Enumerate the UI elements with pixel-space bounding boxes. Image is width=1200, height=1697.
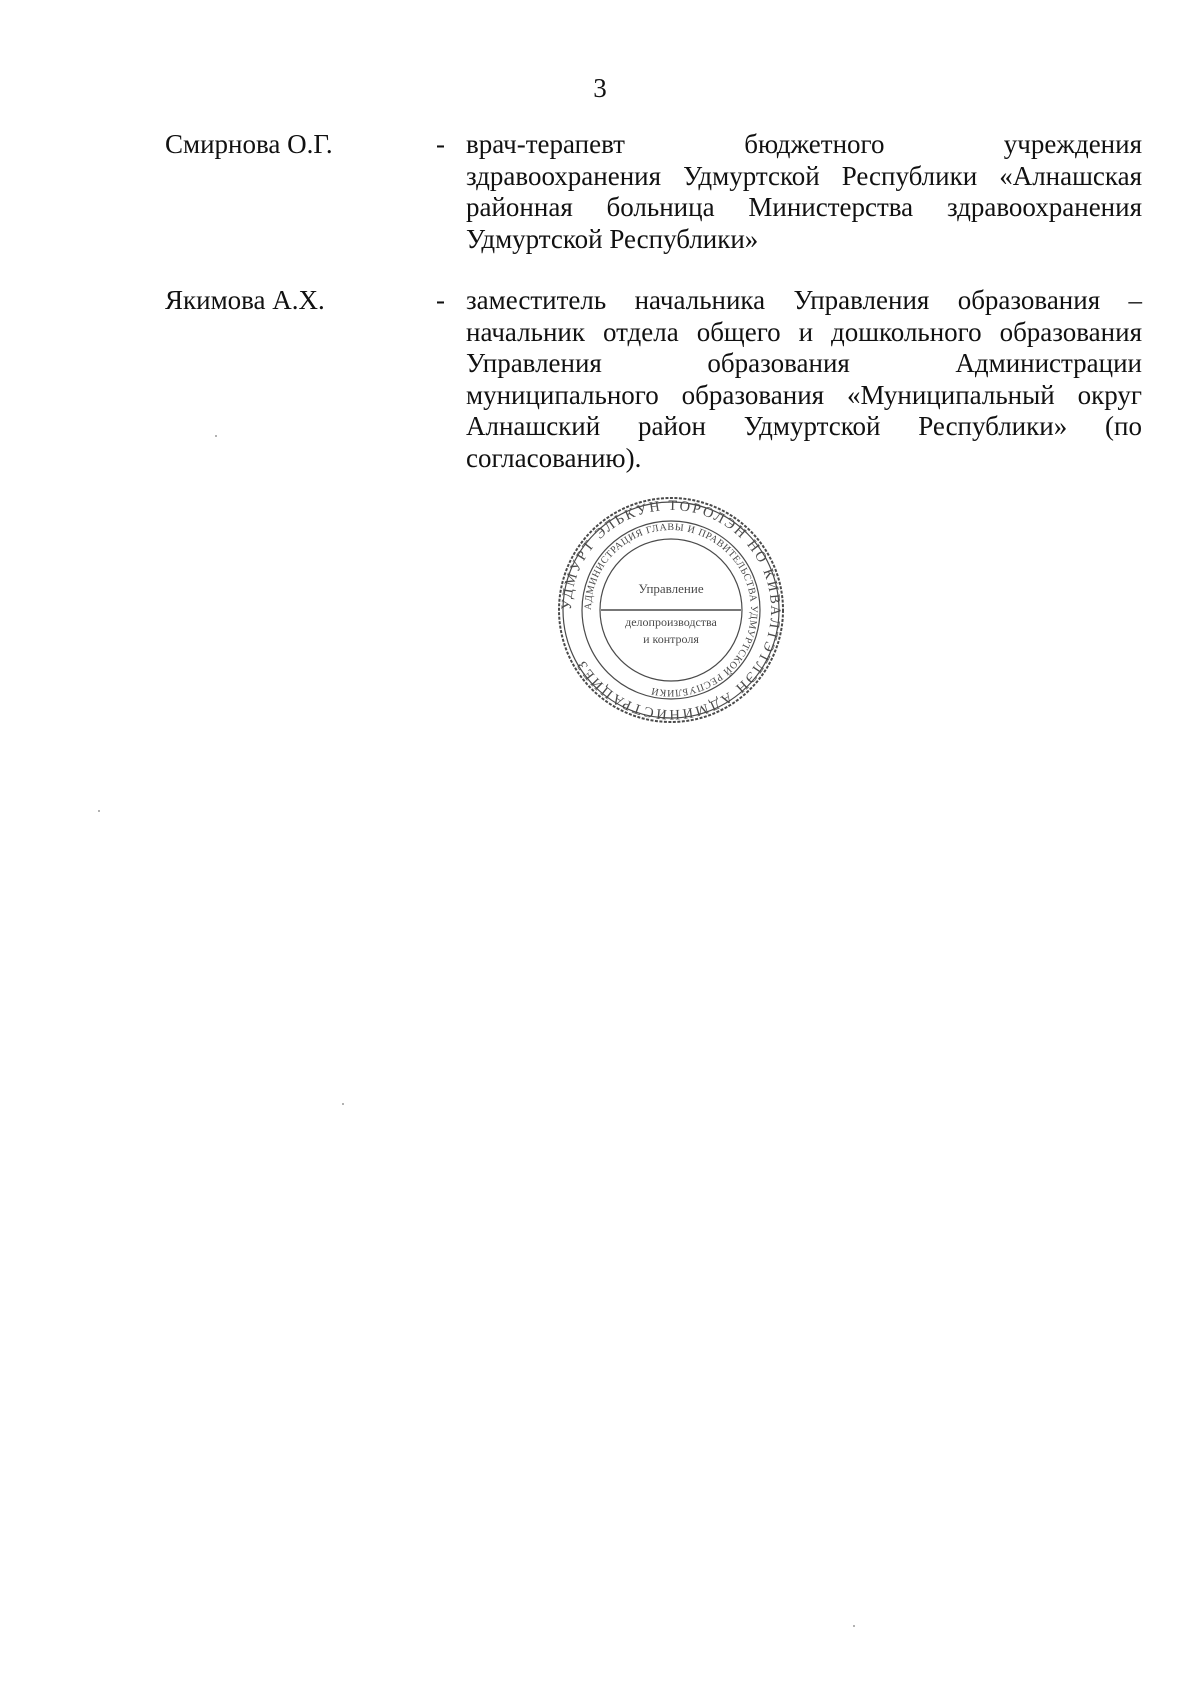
seal-inner-text: АДМИНИСТРАЦИЯ ГЛАВЫ И ПРАВИТЕЛЬСТВА УДМУРТСКОЙ РЕСПУБЛИКИ (582, 521, 760, 699)
scan-speck (98, 810, 100, 812)
seal-icon (555, 494, 787, 726)
seal-center-line2: делопроизводства (625, 615, 717, 629)
description-line: Удмуртской Республики» (466, 223, 759, 254)
seal-center-line1: Управление (638, 581, 704, 596)
person-name: Якимова А.Х. (165, 285, 325, 315)
seal-center-line3: и контроля (643, 632, 699, 646)
description-line: заместитель начальника Управления образования – (466, 285, 1142, 315)
description-line: врач-терапевт бюджетного учреждения (466, 129, 1142, 159)
scan-speck (215, 435, 217, 437)
description-line: Управления образования Администрации (466, 348, 1142, 378)
scan-speck (342, 1103, 344, 1105)
dash: - (436, 129, 445, 159)
person-name: Смирнова О.Г. (165, 129, 333, 159)
page-number: 3 (593, 73, 607, 103)
scan-speck (853, 1625, 855, 1627)
description-line: начальник отдела общего и дошкольного образования (466, 316, 1142, 347)
description-line: Алнашский район Удмуртской Республики» (по (466, 411, 1142, 441)
official-seal (555, 494, 787, 726)
position-description (466, 285, 1142, 474)
description-line: районная больница Министерства здравоохранения (466, 192, 1142, 222)
position-description (466, 129, 1142, 255)
description-line: согласованию). (466, 442, 642, 473)
seal-outer-text: УДМУРТ ЭЛЬКУН ТОРОЛЭН НО КИВАЛТЭТЛЭН АДМИНИСТРАЦИЕЗ (558, 497, 784, 723)
dash: - (436, 285, 445, 315)
description-line: муниципального образования «Муниципальный округ (466, 379, 1142, 410)
description-line: здравоохранения Удмуртской Республики «Алнашская (466, 160, 1142, 191)
